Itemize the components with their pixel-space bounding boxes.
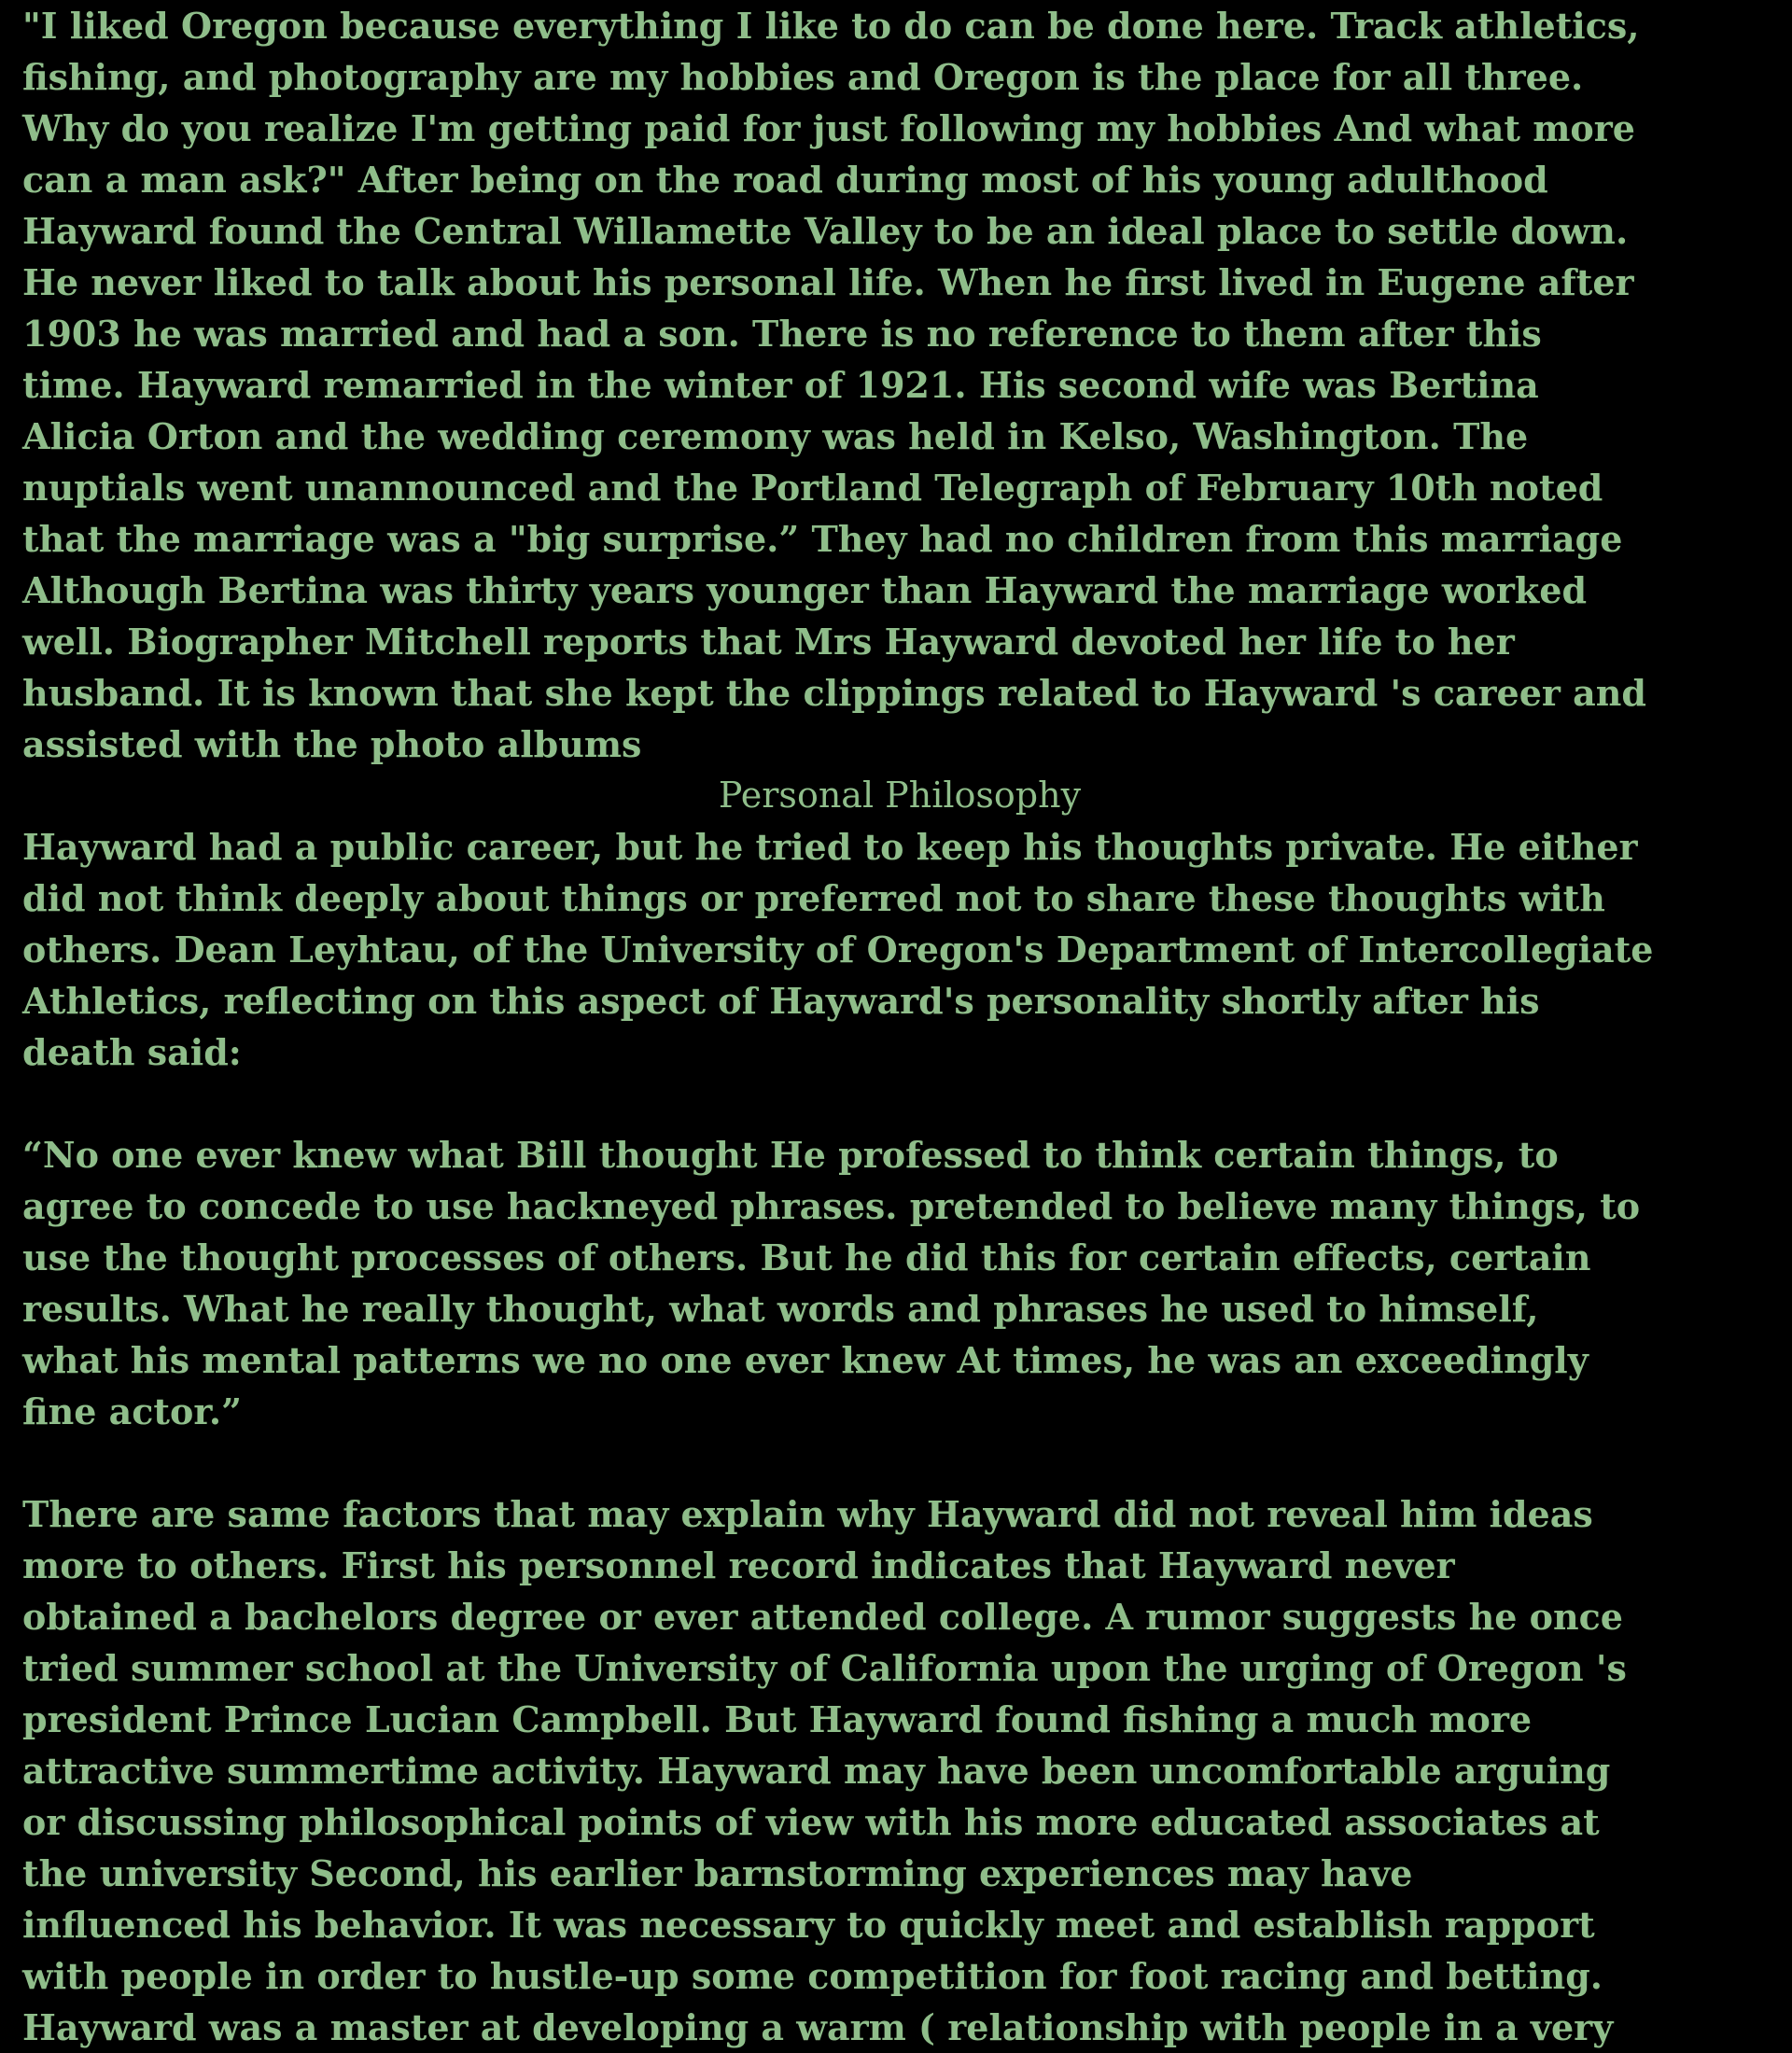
quote-line: fine actor.” [22, 1390, 242, 1432]
text-line: obtained a bachelors degree or ever attended college. A rumor suggests he once [22, 1596, 1623, 1638]
section-heading: Personal Philosophy [718, 775, 1082, 816]
text-line: Athletics, reflecting on this aspect of Hayward's personality shortly after his [22, 980, 1540, 1022]
text-line: Hayward was a master at developing a warm ( relationship with people in a very [22, 2006, 1614, 2048]
text-line: Why do you realize I'm getting paid for just following my hobbies And what more [22, 107, 1635, 149]
quote-line: what his mental patterns we no one ever knew At times, he was an exceedingly [22, 1339, 1589, 1381]
paragraph-spacer [22, 1078, 1777, 1129]
text-line: time. Hayward remarried in the winter of 1921. His second wife was Bertina [22, 364, 1539, 406]
text-line: "I liked Oregon because everything I like to do can be done here. Track athletics, [22, 5, 1640, 47]
text-line: Hayward found the Central Willamette Valley to be an ideal place to settle down. [22, 210, 1629, 252]
text-line: He never liked to talk about his personal life. When he first lived in Eugene after [22, 261, 1634, 303]
text-line: assisted with the photo albums [22, 723, 642, 765]
paragraph-3 [22, 1488, 1777, 2053]
text-line: well. Biographer Mitchell reports that Mrs Hayward devoted her life to her [22, 621, 1515, 663]
quote-line: agree to concede to use hackneyed phrases. pretended to believe many things, to [22, 1185, 1641, 1227]
text-line: 1903 he was married and had a son. There is no reference to them after this [22, 313, 1542, 355]
paragraph-spacer [22, 1437, 1777, 1488]
block-quote [22, 1129, 1777, 1437]
paragraph-1 [22, 0, 1777, 770]
quote-line: use the thought processes of others. But he did this for certain effects, certain [22, 1236, 1591, 1278]
text-line: nuptials went unannounced and the Portland Telegraph of February 10th noted [22, 467, 1603, 509]
text-line: others. Dean Leyhtau, of the University of Oregon's Department of Intercollegiate [22, 929, 1654, 971]
quote-line: “No one ever knew what Bill thought He professed to think certain things, to [22, 1134, 1559, 1176]
text-line: president Prince Lucian Campbell. But Hayward found fishing a much more [22, 1698, 1533, 1740]
text-line: Alicia Orton and the wedding ceremony was held in Kelso, Washington. The [22, 415, 1529, 457]
text-line: husband. It is known that she kept the clippings related to Hayward 's career and [22, 672, 1646, 714]
quote-line: results. What he really thought, what words and phrases he used to himself, [22, 1288, 1539, 1330]
text-line: more to others. First his personnel record indicates that Hayward never [22, 1544, 1455, 1586]
paragraph-2 [22, 821, 1777, 1078]
text-line: Although Bertina was thirty years younger than Hayward the marriage worked [22, 569, 1588, 611]
text-line: the university Second, his earlier barnstorming experiences may have [22, 1852, 1413, 1894]
text-line: can a man ask?" After being on the road during most of his young adulthood [22, 159, 1548, 201]
text-line: with people in order to hustle-up some competition for foot racing and betting. [22, 1955, 1603, 1997]
text-line: or discussing philosophical points of view with his more educated associates at [22, 1801, 1600, 1843]
text-line: death said: [22, 1031, 242, 1073]
text-line: did not think deeply about things or preferred not to share these thoughts with [22, 877, 1605, 919]
text-line: tried summer school at the University of California upon the urging of Oregon 's [22, 1647, 1627, 1689]
text-line: fishing, and photography are my hobbies and Oregon is the place for all three. [22, 56, 1584, 98]
text-line: that the marriage was a "big surprise.” They had no children from this marriage [22, 518, 1623, 560]
text-line: influenced his behavior. It was necessary to quickly meet and establish rapport [22, 1904, 1595, 1946]
text-line: Hayward had a public career, but he tried to keep his thoughts private. He either [22, 826, 1638, 868]
document-page [22, 0, 1777, 2053]
text-line: attractive summertime activity. Hayward may have been uncomfortable arguing [22, 1750, 1611, 1792]
text-line: There are same factors that may explain why Hayward did not reveal him ideas [22, 1493, 1593, 1535]
